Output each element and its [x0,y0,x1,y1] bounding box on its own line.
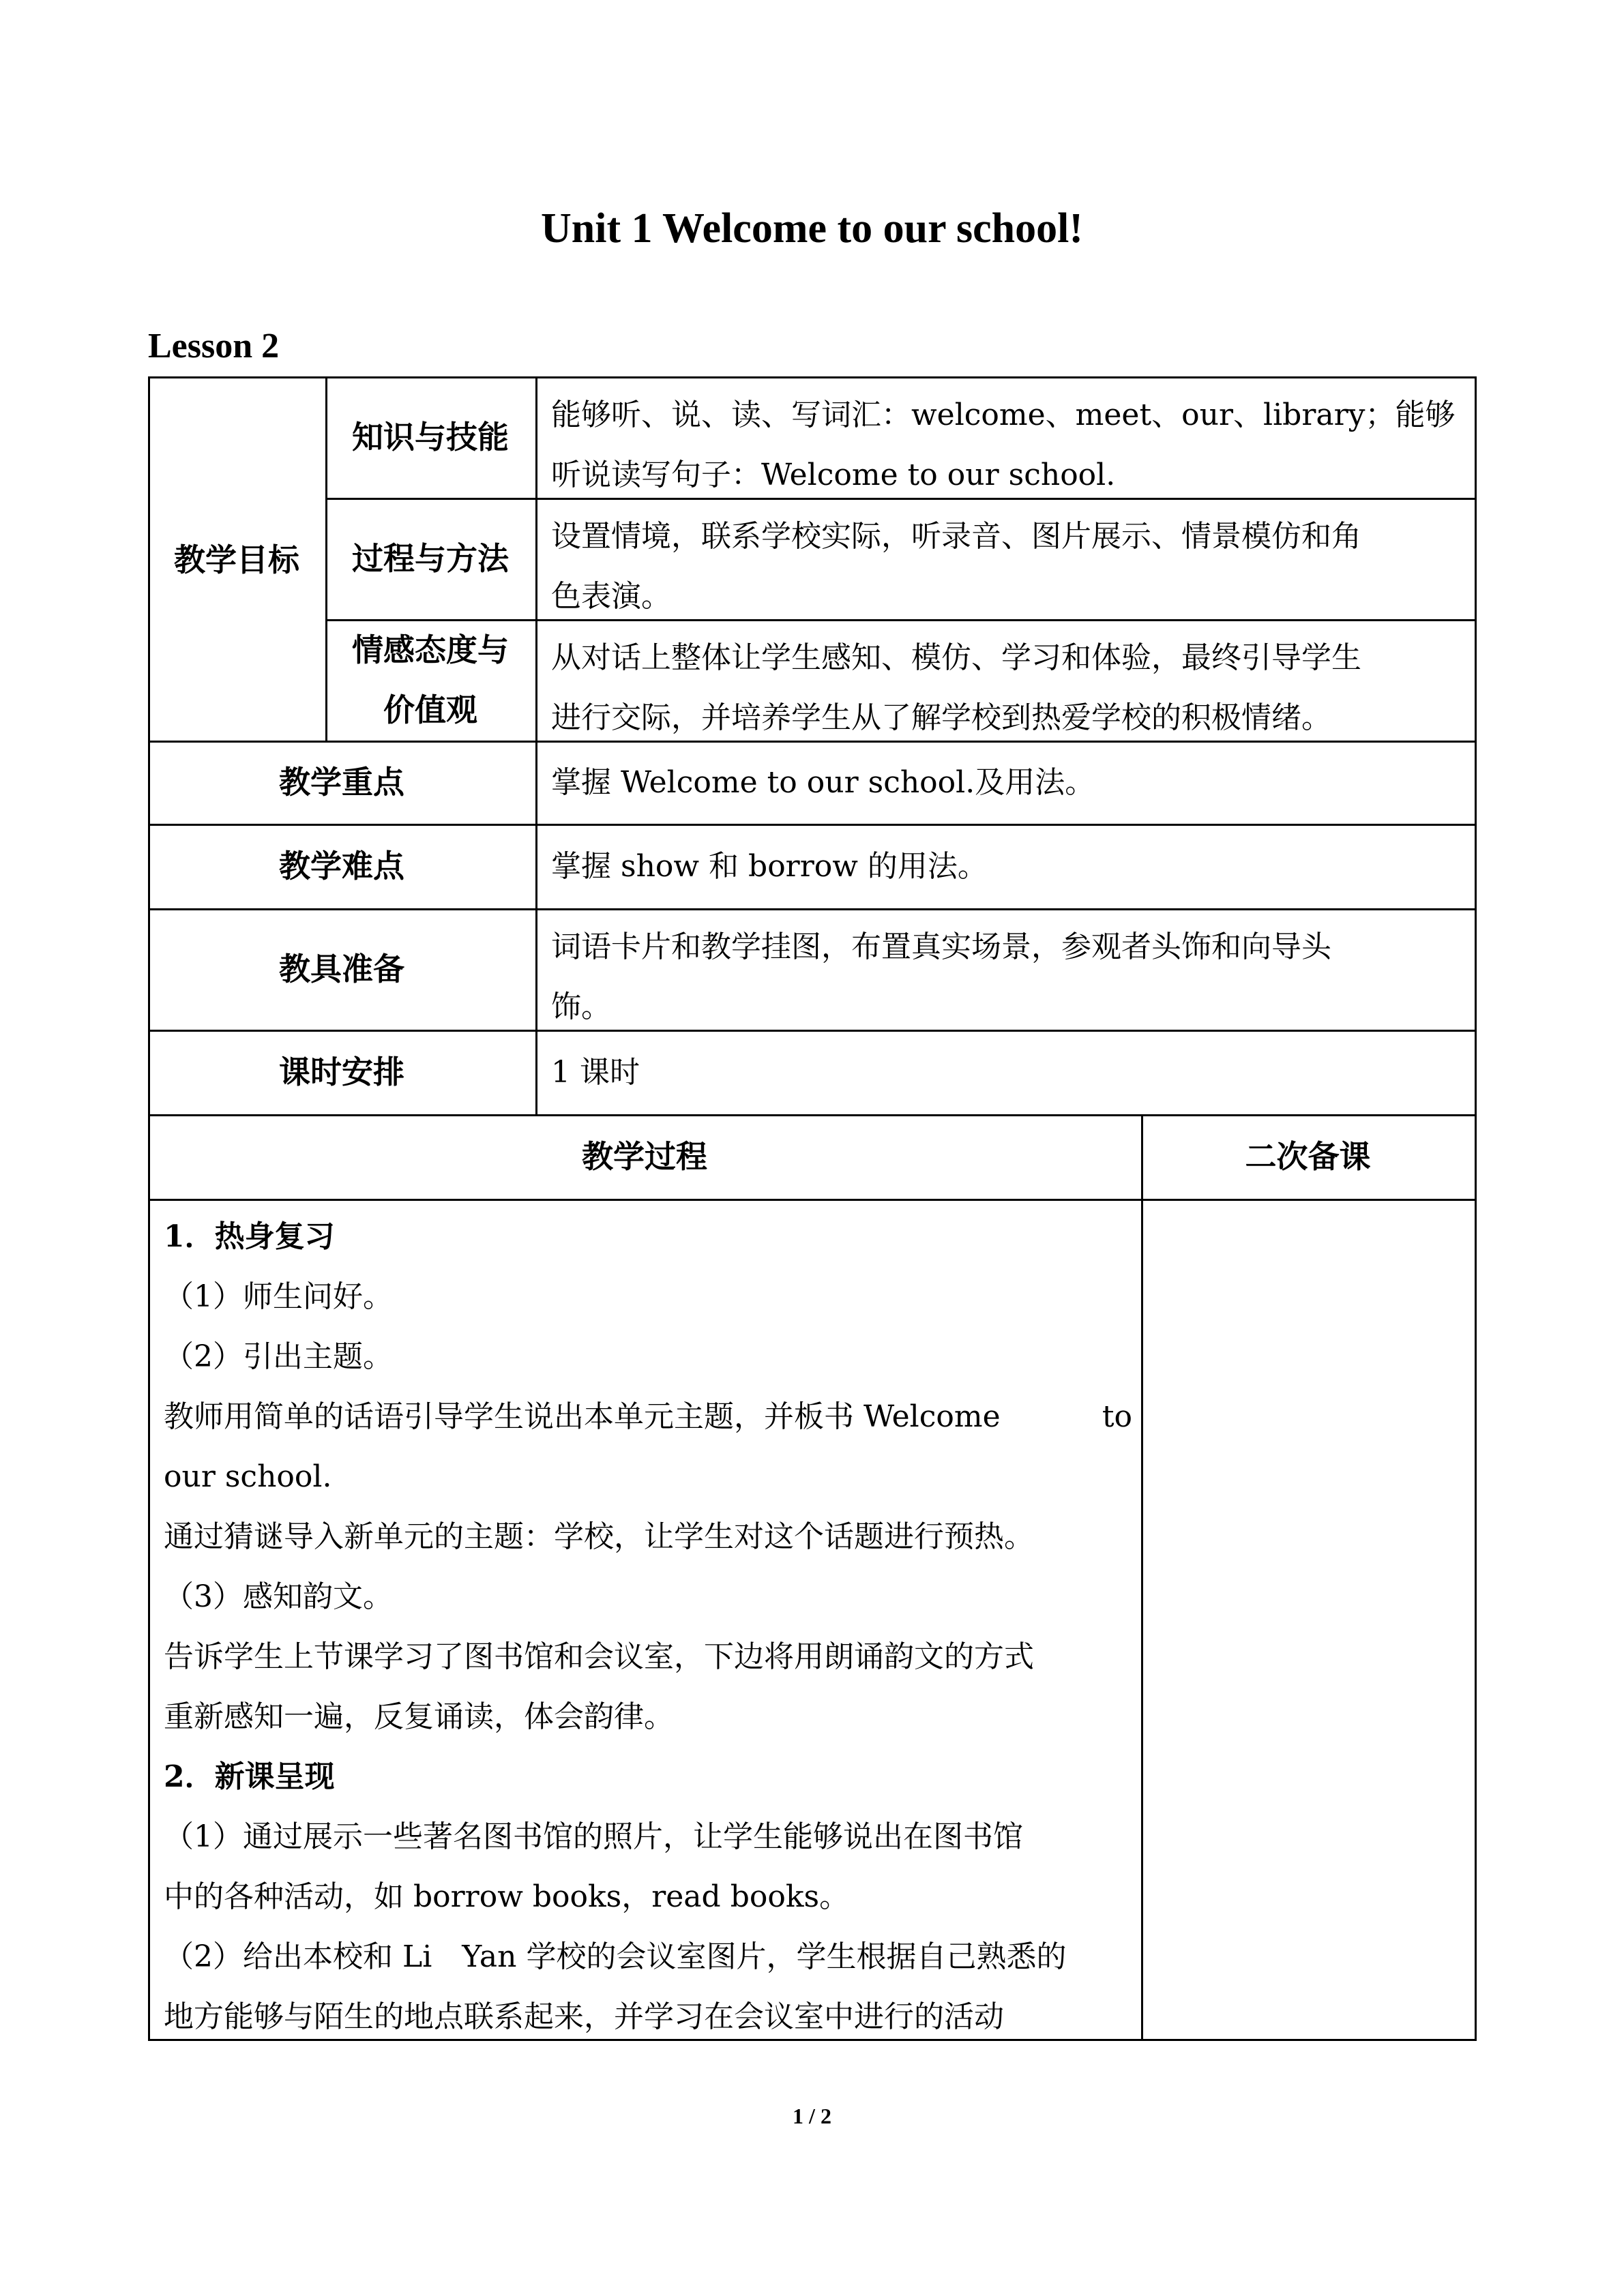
process-header: 教学过程 [582,1138,707,1175]
table-rule [148,1199,1477,1201]
process-line [164,1387,1132,1447]
process-line: 通过猜谜导入新单元的主题：学校，让学生对这个话题进行预热。 [164,1519,1034,1554]
process-line: our school. [164,1459,332,1494]
process-line: （2）给出本校和 Li Yan 学校的会议室图片，学生根据自己熟悉的 [164,1939,1067,1974]
objective-line: 进行交际，并培养学生从了解学校到热爱学校的积极情绪。 [551,700,1331,735]
objective-label-emotion [325,619,535,741]
process-line: 地方能够与陌生的地点联系起来，并学习在会议室中进行的活动 [164,1999,1004,2034]
objective-text-process [551,507,1465,627]
objective-label-knowledge: 知识与技能 [352,419,509,456]
objective-line: 听说读写句子：Welcome to our school. [551,458,1116,492]
process-line: （1）通过展示一些著名图书馆的照片，让学生能够说出在图书馆 [164,1819,1023,1854]
process-line-part: to [1102,1399,1132,1434]
process-content [164,1207,1132,2047]
process-line: （3）感知韵文。 [164,1579,393,1614]
table-rule [1141,1114,1143,2041]
process-line: 1．热身复习 [164,1219,335,1254]
process-line: 重新感知一遍，反复诵读，体会韵律。 [164,1699,674,1734]
process-line: 中的各种活动，如 borrow books，read books。 [164,1879,850,1914]
objective-line: 设置情境，联系学校实际，听录音、图片展示、情景模仿和角 [551,519,1361,554]
key-points-text: 掌握 Welcome to our school.及用法。 [551,765,1095,800]
key-points-label: 教学重点 [279,764,404,801]
objective-line: 色表演。 [551,579,671,614]
lesson-label: Lesson 2 [148,327,280,366]
table-rule [535,376,537,1116]
process-line: 告诉学生上节课学习了图书馆和会议室，下边将用朗诵韵文的方式 [164,1639,1034,1674]
schedule-label: 课时安排 [279,1054,404,1090]
difficulties-label: 教学难点 [279,848,404,884]
objective-label-line: 价值观 [383,691,477,728]
materials-line: 词语卡片和教学挂图，布置真实场景，参观者头饰和向导头 [551,929,1331,964]
objectives-label: 教学目标 [174,541,299,578]
page-title: Unit 1 Welcome to our school! [540,205,1084,252]
process-line: （1）师生问好。 [164,1279,393,1314]
materials-text [551,917,1465,1037]
process-line-part: 教师用简单的话语引导学生说出本单元主题，并板书 Welcome [164,1399,1001,1434]
objective-line: 从对话上整体让学生感知、模仿、学习和体验，最终引导学生 [551,640,1361,675]
objective-text-knowledge [551,385,1465,505]
objective-label-line: 情感态度与 [352,631,509,668]
notes-header: 二次备课 [1245,1138,1371,1175]
process-line: （2）引出主题。 [164,1339,393,1374]
table-rule [1475,376,1477,2041]
difficulties-text: 掌握 show 和 borrow 的用法。 [551,849,988,884]
objective-line: 能够听、说、读、写词汇：welcome、meet、our、library；能够 [551,398,1456,432]
objective-label-process: 过程与方法 [352,540,509,577]
schedule-text: 1 课时 [551,1055,640,1090]
materials-line: 饰。 [551,989,611,1024]
objective-text-emotion [551,628,1465,748]
materials-label: 教具准备 [279,951,404,987]
process-line: 2．新课呈现 [164,1759,335,1794]
page-number: 1 / 2 [793,2104,831,2128]
